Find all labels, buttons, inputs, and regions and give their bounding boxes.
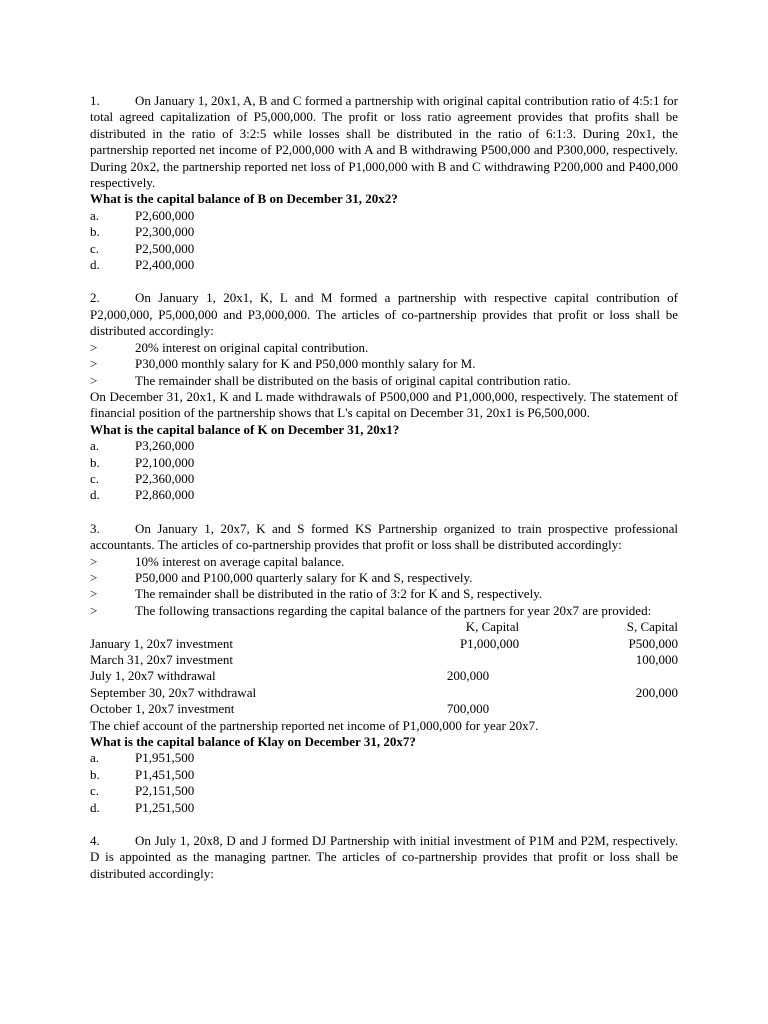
q4-body [90, 833, 678, 882]
choice-text: P2,100,000 [135, 454, 195, 470]
row-label: January 1, 20x7 investment [90, 635, 233, 651]
bullet-text: P50,000 and P100,000 quarterly salary for K and S, respectively. [135, 569, 473, 585]
table-row [90, 668, 678, 684]
choice-text: P2,400,000 [135, 257, 195, 273]
choice-text: P2,600,000 [135, 207, 195, 223]
q2-choice-a [90, 438, 678, 454]
spacer [90, 816, 678, 833]
choice-text: P2,300,000 [135, 224, 195, 240]
q2-bullet-3 [90, 373, 678, 389]
q3-bullet-1 [90, 554, 678, 570]
choice-text: P1,251,500 [135, 799, 195, 815]
document-body [90, 93, 678, 882]
spacer [90, 504, 678, 521]
q2-choices [90, 438, 678, 504]
q2-body2: On December 31, 20x1, K and L made withdrawals of P500,000 and P1,000,000, respectively. The statement of financial position of the partnership shows that L's capital on December 31, 20x1 is P6,500,000. [90, 388, 678, 421]
q2-text: On January 1, 20x1, K, L and M formed a partnership with respective capital contribution of P2,000,000, P5,000,000 and P3,000,000. The articles of co-partnership provides that profit or loss shall be distributed accordingly: [90, 290, 678, 339]
q1-choice-a [90, 208, 678, 224]
q3-choice-b [90, 767, 678, 783]
row-label: March 31, 20x7 investment [90, 652, 233, 667]
q4-number: 4. [90, 833, 100, 849]
q2-question: What is the capital balance of K on December 31, 20x1? [90, 421, 400, 437]
q2-bullet-1 [90, 340, 678, 356]
q3-choice-c [90, 783, 678, 799]
q3-number: 3. [90, 520, 100, 536]
choice-label: c. [90, 470, 100, 486]
table-row [90, 685, 678, 701]
s-capital-cell: P500,000 [628, 635, 678, 651]
choice-label: a. [90, 438, 100, 454]
bullet-text: The remainder shall be distributed on the basis of original capital contribution ratio. [135, 372, 571, 388]
choice-text: P2,860,000 [135, 487, 195, 503]
choice-text: P2,151,500 [135, 783, 195, 799]
q1-question: What is the capital balance of B on December 31, 20x2? [90, 191, 398, 207]
choice-label: b. [90, 454, 100, 470]
q2-bullet-2 [90, 356, 678, 372]
spacer [90, 273, 678, 290]
capital-table-header [90, 619, 678, 635]
choice-text: P1,451,500 [135, 766, 195, 782]
k-capital-cell [358, 685, 519, 701]
choice-label: d. [90, 799, 100, 815]
q1-choice-b [90, 224, 678, 240]
q1-body [90, 93, 678, 191]
choice-label: d. [90, 257, 100, 273]
q1-choice-d [90, 257, 678, 273]
bullet-mark: > [90, 586, 98, 602]
q1-choice-c [90, 241, 678, 257]
capital-table [90, 619, 678, 717]
q2-body [90, 290, 678, 339]
s-capital-cell [519, 701, 678, 717]
choice-label: c. [90, 240, 100, 256]
q3-text: On January 1, 20x7, K and S formed KS Partnership organized to train prospective professional accountants. The articles of co-partnership provides that profit or loss shall be distributed accordingly: [90, 520, 678, 553]
q2-number: 2. [90, 290, 100, 306]
bullet-text: The following transactions regarding the capital balance of the partners for year 20x7 are provided: [135, 602, 652, 618]
choice-label: d. [90, 487, 100, 503]
choice-text: P1,951,500 [135, 750, 195, 766]
choice-label: a. [90, 207, 100, 223]
bullet-mark: > [90, 553, 98, 569]
row-label: October 1, 20x7 investment [90, 701, 235, 717]
q2-choice-c [90, 471, 678, 487]
bullet-text: 20% interest on original capital contribution. [135, 339, 369, 355]
q3-choices [90, 750, 678, 816]
q3-body2: The chief account of the partnership reported net income of P1,000,000 for year 20x7. [90, 717, 539, 733]
q1-choices [90, 208, 678, 274]
header-s-capital: S, Capital [626, 619, 678, 635]
k-capital-cell: P1,000,000 [459, 635, 520, 651]
bullet-mark: > [90, 602, 98, 618]
bullet-mark: > [90, 339, 98, 355]
choice-label: c. [90, 783, 100, 799]
k-capital-cell [358, 652, 519, 668]
header-k-capital: K, Capital [465, 619, 520, 635]
table-row [90, 652, 678, 668]
q2-choice-d [90, 487, 678, 503]
q3-choice-a [90, 750, 678, 766]
s-capital-cell: 200,000 [635, 684, 678, 700]
bullet-mark: > [90, 569, 98, 585]
s-capital-cell: 100,000 [635, 652, 678, 667]
q3-bullet-2 [90, 570, 678, 586]
choice-label: a. [90, 750, 100, 766]
s-capital-cell [519, 668, 678, 684]
table-row [90, 636, 678, 652]
bullet-text: The remainder shall be distributed in the ratio of 3:2 for K and S, respectively. [135, 586, 543, 602]
bullet-mark: > [90, 356, 98, 372]
choice-text: P3,260,000 [135, 438, 195, 454]
q1-text: On January 1, 20x1, A, B and C formed a partnership with original capital contribution ratio of 4:5:1 for total agreed capitalization of P5,000,000. The profit or loss ratio agreement provides that profits shall be distributed in the ratio of 3:2:5 while losses shall be distributed in the ratio of 6:1:3. During 20x1, the partnership reported net income of P2,000,000 with A and B withdrawing P500,000 and P300,000, respectively. During 20x2, the partnership reported net loss of P1,000,000 with B and C withdrawing P200,000 and P400,000 respectively. [90, 93, 678, 191]
header-blank [90, 619, 358, 635]
row-label: September 30, 20x7 withdrawal [90, 684, 257, 700]
bullet-mark: > [90, 372, 98, 388]
q1-number: 1. [90, 93, 100, 108]
q3-bullet-3 [90, 586, 678, 602]
q3-body [90, 521, 678, 554]
q4-text: On July 1, 20x8, D and J formed DJ Partnership with initial investment of P1M and P2M, respectively. D is appointed as the managing partner. The articles of co-partnership provides that profit or loss shall be distributed accordingly: [90, 833, 678, 881]
k-capital-cell: 700,000 [446, 701, 490, 717]
k-capital-cell: 200,000 [446, 668, 490, 684]
choice-label: b. [90, 766, 100, 782]
bullet-text: P30,000 monthly salary for K and P50,000 monthly salary for M. [135, 356, 476, 372]
choice-label: b. [90, 224, 100, 240]
q3-question: What is the capital balance of Klay on December 31, 20x7? [90, 734, 416, 750]
q3-choice-d [90, 800, 678, 816]
row-label: July 1, 20x7 withdrawal [90, 668, 216, 684]
choice-text: P2,500,000 [135, 240, 195, 256]
table-row [90, 701, 678, 717]
q3-bullet-4 [90, 603, 678, 619]
bullet-text: 10% interest on average capital balance. [135, 553, 345, 569]
q2-choice-b [90, 455, 678, 471]
choice-text: P2,360,000 [135, 470, 195, 486]
